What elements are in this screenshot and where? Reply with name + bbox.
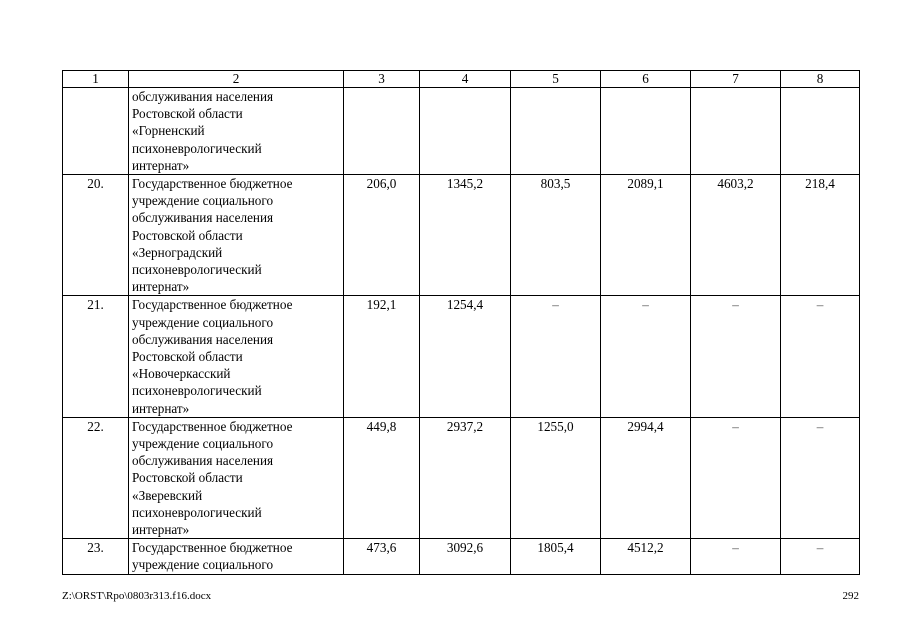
header-cell-3: 3 [344, 71, 420, 88]
table-row [63, 539, 860, 574]
row-number-cell: 23. [63, 539, 129, 574]
value-cell-col-5: 803,5 [511, 175, 601, 296]
institution-name-cell: обслуживания населения Ростовской области «Горненский психоневрологический интернат» [129, 88, 344, 175]
value-cell-col-3: 192,1 [344, 296, 420, 417]
value-cell-col-7: 4603,2 [691, 175, 781, 296]
value-cell-col-5 [511, 88, 601, 175]
value-cell-col-4: 1254,4 [420, 296, 511, 417]
row-number-cell: 20. [63, 175, 129, 296]
value-cell-col-5: – [511, 296, 601, 417]
value-cell-col-4 [420, 88, 511, 175]
row-number-cell [63, 88, 129, 175]
row-number-cell: 21. [63, 296, 129, 417]
value-cell-col-6: 2994,4 [601, 417, 691, 538]
footer-file-path: Z:\ORST\Rpo\0803r313.f16.docx [62, 590, 212, 602]
value-cell-col-8: – [781, 417, 860, 538]
value-cell-col-3: 473,6 [344, 539, 420, 574]
value-cell-col-7: – [691, 417, 781, 538]
value-cell-col-3: 449,8 [344, 417, 420, 538]
value-cell-col-6 [601, 88, 691, 175]
value-cell-col-5: 1805,4 [511, 539, 601, 574]
value-cell-col-7: – [691, 296, 781, 417]
table-row [63, 175, 860, 296]
table-row [63, 417, 860, 538]
value-cell-col-7 [691, 88, 781, 175]
table-body [63, 71, 860, 575]
table-header-row [63, 71, 860, 88]
value-cell-col-8 [781, 88, 860, 175]
value-cell-col-4: 2937,2 [420, 417, 511, 538]
row-number-cell: 22. [63, 417, 129, 538]
institution-name-cell: Государственное бюджетное учреждение социального обслуживания населения Ростовской области «Зверевский психоневрологический интернат» [129, 417, 344, 538]
header-cell-8: 8 [781, 71, 860, 88]
value-cell-col-6: – [601, 296, 691, 417]
header-cell-2: 2 [129, 71, 344, 88]
header-cell-5: 5 [511, 71, 601, 88]
header-cell-7: 7 [691, 71, 781, 88]
institution-name-cell: Государственное бюджетное учреждение социального [129, 539, 344, 574]
value-cell-col-3: 206,0 [344, 175, 420, 296]
value-cell-col-6: 4512,2 [601, 539, 691, 574]
table-row [63, 296, 860, 417]
header-cell-4: 4 [420, 71, 511, 88]
budget-table [62, 70, 860, 575]
institution-name-cell: Государственное бюджетное учреждение социального обслуживания населения Ростовской области «Зерноградский психоневрологический интернат» [129, 175, 344, 296]
value-cell-col-6: 2089,1 [601, 175, 691, 296]
header-cell-1: 1 [63, 71, 129, 88]
value-cell-col-8: 218,4 [781, 175, 860, 296]
value-cell-col-8: – [781, 296, 860, 417]
footer-page-number: 292 [842, 590, 859, 602]
header-cell-6: 6 [601, 71, 691, 88]
value-cell-col-5: 1255,0 [511, 417, 601, 538]
institution-name-cell: Государственное бюджетное учреждение социального обслуживания населения Ростовской области «Новочеркасский психоневрологический интернат» [129, 296, 344, 417]
value-cell-col-4: 1345,2 [420, 175, 511, 296]
value-cell-col-4: 3092,6 [420, 539, 511, 574]
value-cell-col-3 [344, 88, 420, 175]
value-cell-col-8: – [781, 539, 860, 574]
value-cell-col-7: – [691, 539, 781, 574]
table-row [63, 88, 860, 175]
